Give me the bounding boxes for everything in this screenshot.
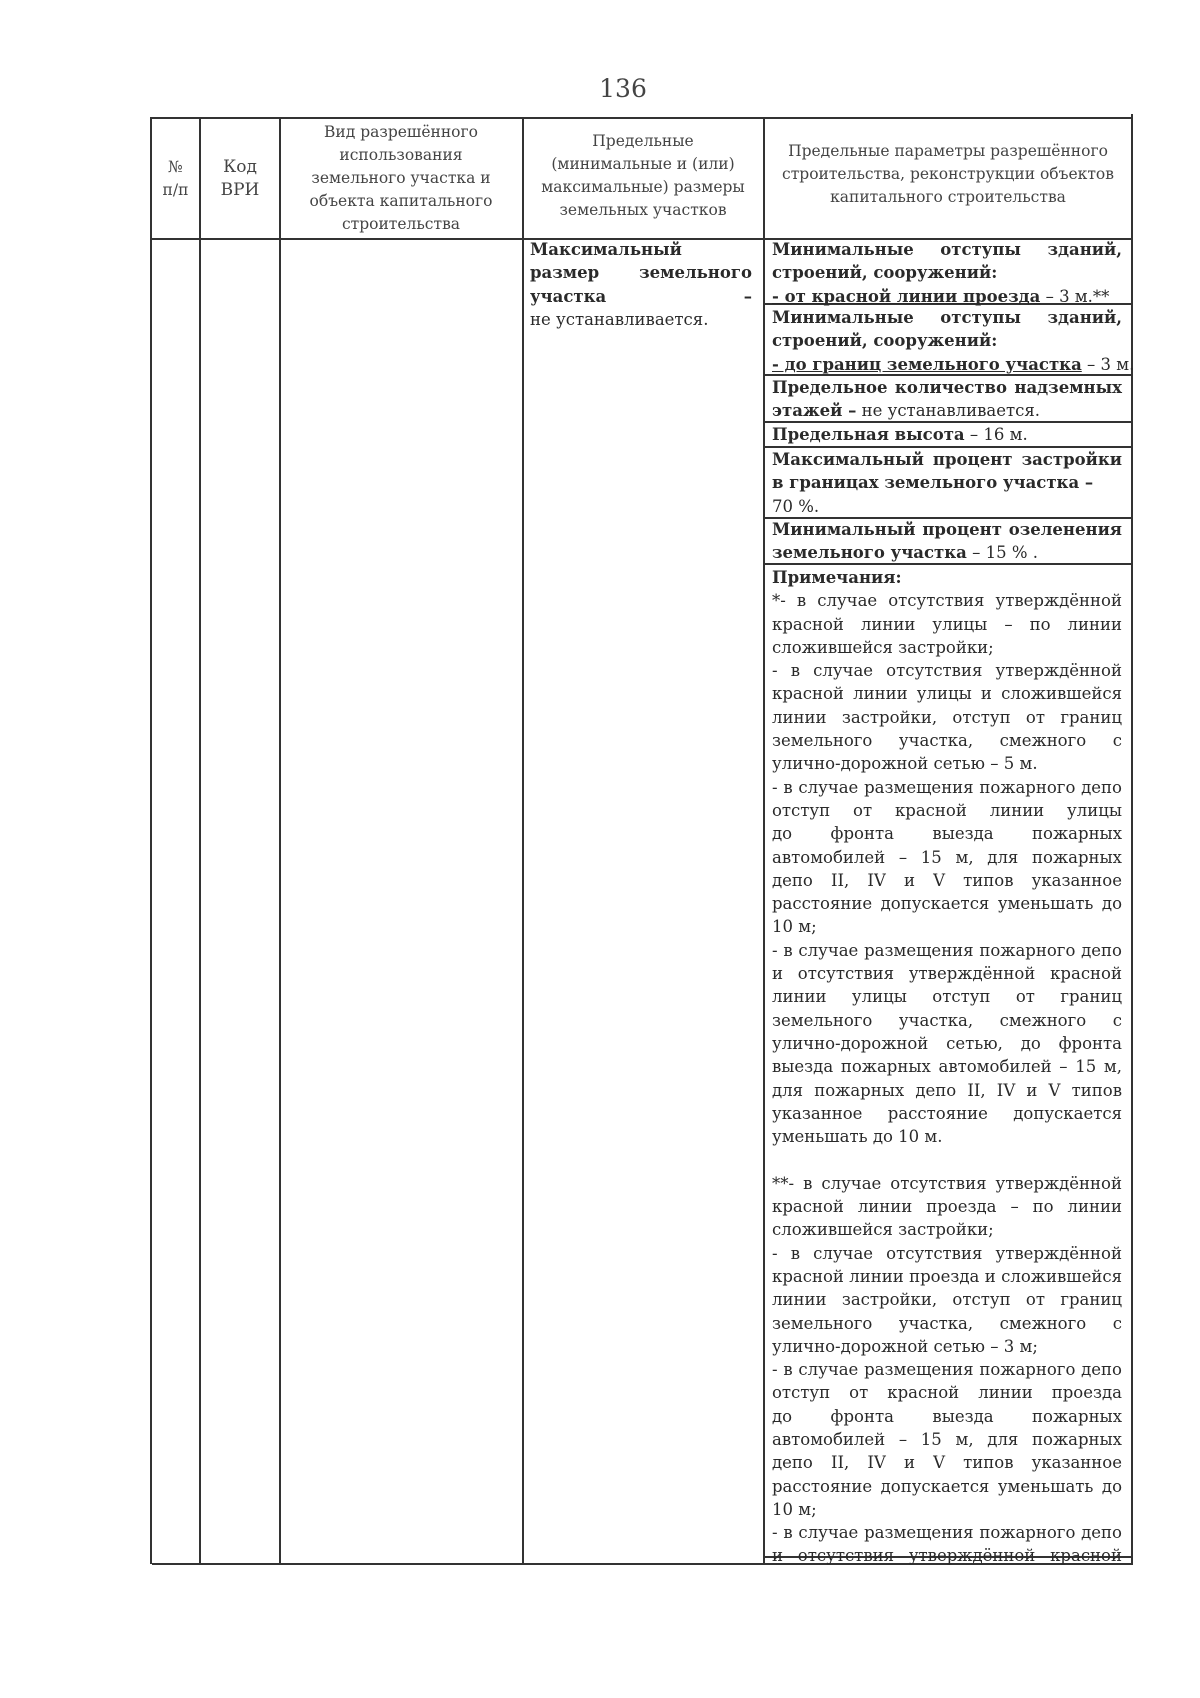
setback-subtitle: строений, сооружений: xyxy=(772,263,998,283)
floors-title: Предельное количество надземных xyxy=(772,378,1122,397)
notes-body xyxy=(772,589,1122,1567)
building-percent-subtitle: в границах земельного участка – xyxy=(772,473,1094,493)
setback-boundary-value: – 3 м. xyxy=(1081,354,1135,374)
header-num: № п/п xyxy=(162,158,189,199)
notes-line: до фронта выезда пожарных xyxy=(772,1406,1122,1426)
params-row-notes xyxy=(772,566,1122,1568)
notes-line xyxy=(772,1148,1122,1171)
notes-line: улично-дорожной сетью – 5 м. xyxy=(772,754,1038,774)
notes-line: автомобилей – 15 м, для пожарных xyxy=(772,847,1122,867)
notes-line: - в случае отсутствия утверждённой xyxy=(772,1243,1122,1263)
plot-size-value: не устанавливается. xyxy=(530,309,709,329)
notes-line: красной линии улицы и сложившейся xyxy=(772,684,1122,704)
header-code: Код ВРИ xyxy=(220,157,260,200)
header-use-type: Вид разрешённого использования земельного участка и объекта капитального строительства xyxy=(309,123,493,233)
greening-percent-title: Минимальный процент озеленения xyxy=(772,520,1122,539)
notes-line: и отсутствия утверждённой красной xyxy=(772,1546,1122,1566)
notes-line: сложившейся застройки; xyxy=(772,637,994,657)
notes-line: улично-дорожной сетью – 3 м; xyxy=(772,1336,1038,1356)
params-row-height xyxy=(772,423,1122,446)
params-row-setback-boundary xyxy=(772,306,1135,376)
setback-boundary-label: - до границ земельного участка xyxy=(772,354,1082,374)
floors-label: этажей – xyxy=(772,401,857,421)
notes-line: 10 м; xyxy=(772,1499,817,1519)
notes-line: линии улицы отступ от границ xyxy=(772,987,1122,1007)
notes-line: **- в случае отсутствия утверждённой xyxy=(772,1173,1122,1193)
setback-subtitle: строений, сооружений: xyxy=(772,331,998,351)
notes-line: и отсутствия утверждённой красной xyxy=(772,964,1122,984)
notes-line: уменьшать до 10 м. xyxy=(772,1127,943,1147)
notes-line: - в случае размещения пожарного депо xyxy=(772,1360,1122,1380)
notes-line: линии застройки, отступ от границ xyxy=(772,1290,1122,1310)
header-construction-params: Предельные параметры разрешённого строительства, реконструкции объектов капитального строительства xyxy=(782,142,1114,206)
notes-line: указанное расстояние допускается xyxy=(772,1103,1122,1123)
plot-size-cell xyxy=(530,238,752,331)
params-row-building-percent xyxy=(772,448,1122,518)
header-plot-sizes: Предельные (минимальные и (или) максимальные) размеры земельных участков xyxy=(541,132,745,219)
height-value: – 16 м. xyxy=(964,425,1028,444)
notes-line: - в случае размещения пожарного депо xyxy=(772,777,1122,797)
setback-title: Минимальные отступы зданий, xyxy=(772,308,1122,327)
notes-line: земельного участка, смежного с xyxy=(772,731,1122,751)
setback-title: Минимальные отступы зданий, xyxy=(772,240,1122,259)
plot-size-bold: Максимальный размер земельного участка – xyxy=(530,240,752,306)
notes-line: земельного участка, смежного с xyxy=(772,1010,1122,1030)
notes-line: автомобилей – 15 м, для пожарных xyxy=(772,1429,1122,1449)
greening-percent-label: земельного участка xyxy=(772,543,967,563)
floors-value: не устанавливается. xyxy=(856,401,1041,421)
notes-line: до фронта выезда пожарных xyxy=(772,824,1122,844)
notes-title: Примечания: xyxy=(772,568,902,587)
building-percent-value: 70 %. xyxy=(772,496,820,516)
notes-line: расстояние допускается уменьшать до xyxy=(772,1476,1122,1496)
notes-line: выезда пожарных автомобилей – 15 м, xyxy=(772,1057,1122,1077)
notes-line: 10 м; xyxy=(772,917,817,937)
notes-line: депо II, IV и V типов указанное xyxy=(772,1453,1122,1473)
notes-line: расстояние допускается уменьшать до xyxy=(772,894,1122,914)
page-number: 136 xyxy=(599,74,647,103)
params-row-floors xyxy=(772,376,1122,423)
notes-line: *- в случае отсутствия утверждённой xyxy=(772,591,1122,611)
notes-line: красной линии проезда и сложившейся xyxy=(772,1266,1122,1286)
notes-line: депо II, IV и V типов указанное xyxy=(772,870,1122,890)
notes-line: красной линии проезда – по линии xyxy=(772,1197,1122,1217)
notes-line: - в случае размещения пожарного депо xyxy=(772,1523,1122,1543)
setback-red-line-value: – 3 м.** xyxy=(1040,286,1110,306)
building-percent-title: Максимальный процент застройки xyxy=(772,450,1122,469)
notes-line: сложившейся застройки; xyxy=(772,1220,994,1240)
notes-line: отступ от красной линии проезда xyxy=(772,1383,1122,1403)
height-label: Предельная высота xyxy=(772,425,965,444)
params-row-setback-red-line xyxy=(772,238,1122,308)
notes-line: для пожарных депо II, IV и V типов xyxy=(772,1080,1122,1100)
notes-line: - в случае отсутствия утверждённой xyxy=(772,661,1122,681)
notes-line: красной линии улицы – по линии xyxy=(772,614,1122,634)
notes-line: улично-дорожной сетью, до фронта xyxy=(772,1033,1122,1053)
greening-percent-value: – 15 % . xyxy=(966,543,1038,563)
notes-line: отступ от красной линии улицы xyxy=(772,800,1122,820)
notes-line: - в случае размещения пожарного депо xyxy=(772,940,1122,960)
setback-red-line-label: - от красной линии проезда xyxy=(772,286,1041,306)
params-row-greening-percent xyxy=(772,518,1122,565)
notes-line: земельного участка, смежного с xyxy=(772,1313,1122,1333)
notes-line: линии застройки, отступ от границ xyxy=(772,707,1122,727)
